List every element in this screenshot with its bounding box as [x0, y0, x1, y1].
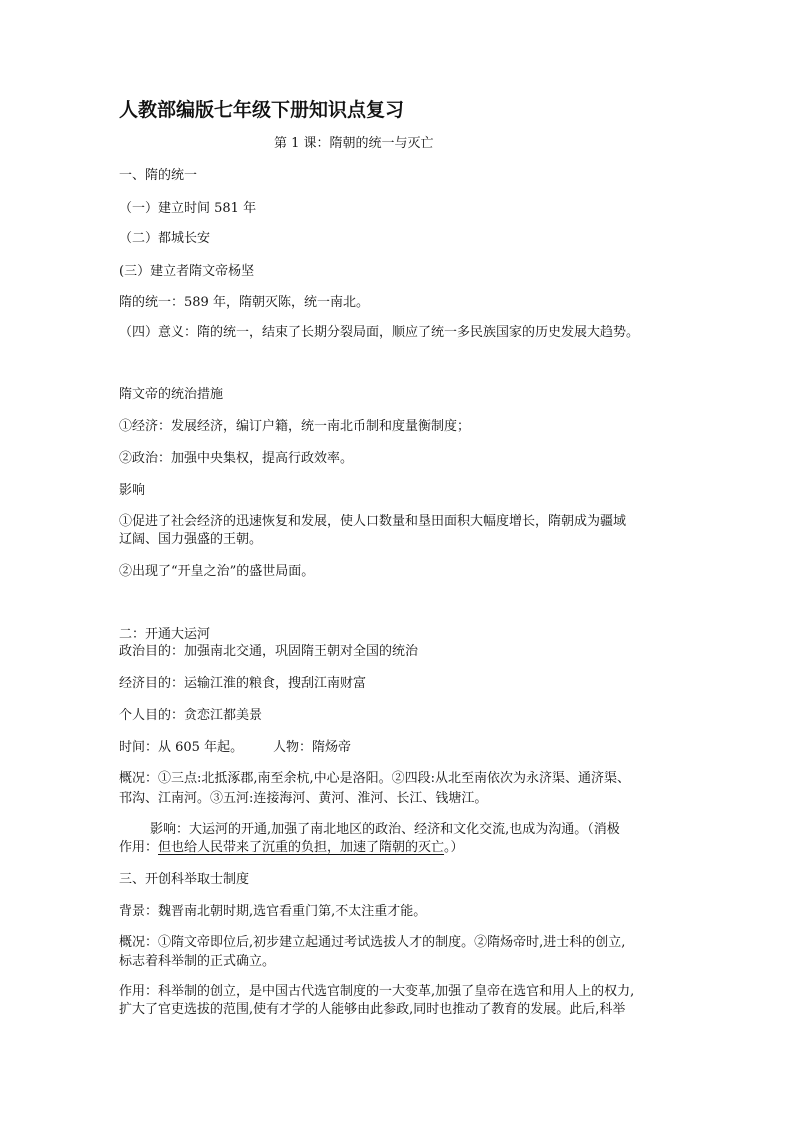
measures-heading: 隋文帝的统治措施: [119, 387, 224, 402]
section1-item-founder: (三）建立者隋文帝杨坚: [119, 264, 255, 279]
canal-impact-line-1: 影响：大运河的开通,加强了南北地区的政治、经济和文化交流,也成为沟通。（消极: [150, 822, 620, 837]
influence-2: ②出现了“开皇之治”的盛世局面。: [119, 564, 315, 579]
canal-overview-line-1: 概况：①三点:北抵涿郡,南至余杭,中心是洛阳。②四段:从北至南依次为永济渠、通济渠、: [119, 771, 631, 786]
section1-significance: （四）意义：隋的统一，结束了长期分裂局面，顺应了统一多民族国家的历史发展大趋势。: [119, 325, 640, 340]
canal-person: 人物：隋炀帝: [273, 740, 352, 755]
section1-heading: 一、隋的统一: [119, 168, 198, 183]
canal-political-purpose: 政治目的：加强南北交通，巩固隋王朝对全国的统治: [119, 644, 419, 659]
canal-impact-prefix: 作用：: [119, 840, 159, 855]
exam-effect-line-2: 扩大了官吏选拔的范围,使有才学的人能够由此参政,同时也推动了教育的发展。此后,科举: [119, 1002, 626, 1017]
canal-impact-suffix: 。）: [444, 840, 464, 855]
influence-1-line-2: 辽阔、国力强盛的王朝。: [119, 532, 263, 547]
lesson-title: 第 1 课：隋朝的统一与灭亡: [274, 136, 434, 151]
exam-overview-line-2: 标志着科举制的正式确立。: [119, 954, 276, 969]
influence-1-line-1: ①促进了社会经济的迅速恢复和发展，使人口数量和垦田面积大幅度增长，隋朝成为疆域: [119, 514, 627, 529]
canal-economic-purpose: 经济目的：运输江淮的粮食，搜刮江南财富: [119, 676, 367, 691]
measure-economy: ①经济：发展经济，编订户籍，统一南北币制和度量衡制度；: [119, 419, 471, 434]
canal-overview-line-2: 邗沟、江南河。③五河:连接海河、黄河、淮河、长江、钱塘江。: [119, 791, 488, 806]
document-title: 人教部编版七年级下册知识点复习: [119, 99, 405, 121]
section2-heading: 二：开通大运河: [119, 627, 211, 642]
exam-overview-line-1: 概况：①隋文帝即位后,初步建立起通过考试选拔人才的制度。②隋炀帝时,进士科的创立,: [119, 935, 626, 950]
section1-item-capital: （二）都城长安: [119, 231, 211, 246]
canal-impact-underlined: 但也给人民带来了沉重的负担，加速了隋朝的灭亡: [158, 840, 445, 855]
canal-impact-line-2: [119, 839, 464, 857]
section1-item-founding-time: （一）建立时间 581 年: [119, 201, 257, 216]
exam-effect-line-1: 作用：科举制的创立，是中国古代选官制度的一大变革,加强了皇帝在选官和用人上的权力,: [119, 984, 635, 999]
measure-politics: ②政治：加强中央集权，提高行政效率。: [119, 451, 354, 466]
canal-personal-purpose: 个人目的：贪恋江都美景: [119, 708, 263, 723]
influence-heading: 影响: [119, 483, 146, 498]
exam-background: 背景：魏晋南北朝时期,选官看重门第,不太注重才能。: [119, 904, 427, 919]
section3-heading: 三、开创科举取士制度: [119, 872, 250, 887]
section1-unification: 隋的统一：589 年，隋朝灭陈，统一南北。: [119, 295, 369, 310]
canal-time: 时间：从 605 年起。: [119, 740, 244, 755]
